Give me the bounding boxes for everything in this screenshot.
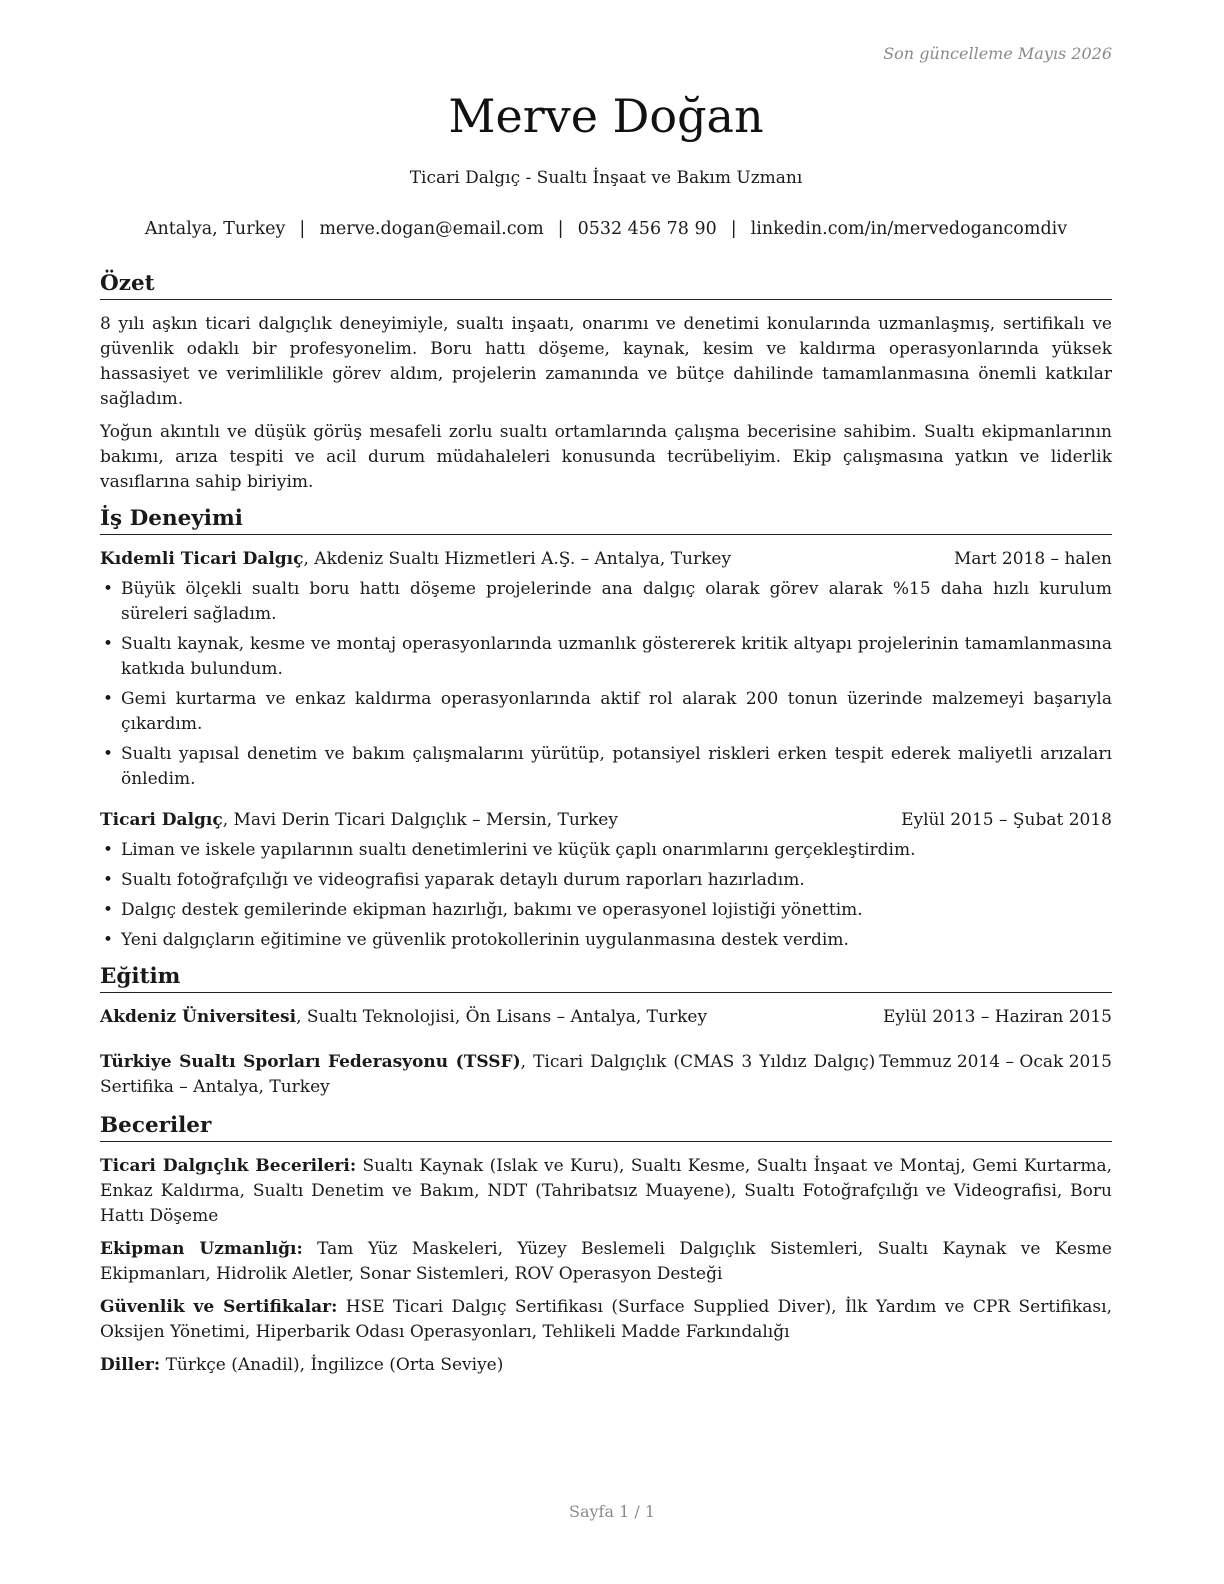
skills-heading: Beceriler xyxy=(100,1112,1112,1142)
skill-text: Tam Yüz Maskeleri, Yüzey Beslemeli Dalgıçlık Sistemleri, Sualtı Kaynak ve Kesme Ekipmanları, Hidrolik Aletler, Sonar Sistemleri, ROV Operasyon Desteği xyxy=(100,1239,1112,1284)
education-date: Temmuz 2014 – Ocak 2015 xyxy=(879,1052,1112,1072)
job-bullet: • Sualtı yapısal denetim ve bakım çalışmalarını yürütüp, potansiyel riskleri erken tespit ederek maliyetli arızaları önledim. xyxy=(100,742,1112,792)
job-entry xyxy=(100,808,1112,953)
page-number: Sayfa 1 / 1 xyxy=(568,1502,655,1521)
job-bullets xyxy=(100,577,1112,792)
education-line xyxy=(100,1050,879,1100)
summary-section xyxy=(100,270,1112,495)
job-bullet: • Liman ve iskele yapılarının sualtı denetimlerini ve küçük çaplı onarımlarını gerçekleştirdim. xyxy=(100,838,1112,863)
job-bullet: • Dalgıç destek gemilerinde ekipman hazırlığı, bakımı ve operasyonel lojistiği yönettim. xyxy=(100,898,1112,923)
job-header xyxy=(100,547,1112,572)
education-school: Türkiye Sualtı Sporları Federasyonu (TSSF) xyxy=(100,1052,521,1072)
skill-label: Diller: xyxy=(100,1355,161,1375)
summary-paragraph: Yoğun akıntılı ve düşük görüş mesafeli zorlu sualtı ortamlarında çalışma becerisine sahibim. Sualtı ekipmanlarının bakımı, arıza tespiti ve acil durum müdahaleleri konusunda tecrübeliyim. Ekip çalışmasına yatkın ve liderlik vasıflarına sahip biriyim. xyxy=(100,422,1112,492)
skills-section xyxy=(100,1112,1112,1378)
job-bullets xyxy=(100,838,1112,953)
contact-email[interactable]: merve.dogan@email.com xyxy=(319,219,544,239)
skill-label: Ticari Dalgıçlık Becerileri: xyxy=(100,1156,357,1176)
skill-text: Türkçe (Anadil), İngilizce (Orta Seviye) xyxy=(160,1355,504,1375)
job-date: Eylül 2015 – Şubat 2018 xyxy=(901,810,1112,830)
contact-phone[interactable]: 0532 456 78 90 xyxy=(577,219,717,239)
job-title-line xyxy=(100,808,618,833)
job-subtitle: Ticari Dalgıç - Sualtı İnşaat ve Bakım Uzmanı xyxy=(409,168,803,188)
education-line xyxy=(100,1005,707,1030)
education-section xyxy=(100,963,1112,1100)
contact-location: Antalya, Turkey xyxy=(144,219,286,239)
job-date: Mart 2018 – halen xyxy=(953,549,1112,569)
job-bullet: • Sualtı kaynak, kesme ve montaj operasyonlarında uzmanlık göstererek kritik altyapı projelerinin tamamlanmasına katkıda bulundum. xyxy=(100,632,1112,682)
education-entry xyxy=(100,1050,1112,1100)
education-heading: Eğitim xyxy=(100,963,1112,993)
skill-group xyxy=(100,1154,1112,1229)
contact-separator: | xyxy=(557,219,564,239)
summary-paragraph: 8 yılı aşkın ticari dalgıçlık deneyimiyle, sualtı inşaatı, onarımı ve denetimi konularında uzmanlaşmış, sertifikalı ve güvenlik odaklı bir profesyonelim. Boru hattı döşeme, kaynak, kesim ve kaldırma operasyonlarında yüksek hassasiyet ve verimlilikle görev aldım, projelerin zamanında ve bütçe dahilinde tamamlanmasına önemli katkılar sağladım. xyxy=(100,314,1112,409)
skill-text: HSE Ticari Dalgıç Sertifikası (Surface Supplied Diver), İlk Yardım ve CPR Sertifikası, Oksijen Yönetimi, Hiperbarik Odası Operasyonları, Tehlikeli Madde Farkındalığı xyxy=(100,1297,1112,1342)
contact-line xyxy=(100,219,1112,239)
education-date: Eylül 2013 – Haziran 2015 xyxy=(882,1007,1112,1027)
job-entry xyxy=(100,547,1112,792)
skill-label: Güvenlik ve Sertifikalar: xyxy=(100,1297,338,1317)
contact-linkedin[interactable]: linkedin.com/in/mervedogancomdiv xyxy=(750,219,1068,239)
job-bullet: • Büyük ölçekli sualtı boru hattı döşeme projelerinde ana dalgıç olarak görev alarak %15 daha hızlı kurulum süreleri sağladım. xyxy=(100,577,1112,627)
job-bullet: • Gemi kurtarma ve enkaz kaldırma operasyonlarında aktif rol alarak 200 tonun üzerinde malzemeyi başarıyla çıkardım. xyxy=(100,687,1112,737)
skill-group xyxy=(100,1237,1112,1287)
last-updated: Son güncelleme Mayıs 2026 xyxy=(883,44,1112,63)
resume-content xyxy=(100,270,1112,1388)
job-header xyxy=(100,808,1112,833)
summary-heading: Özet xyxy=(100,270,1112,300)
experience-section xyxy=(100,505,1112,953)
education-detail: , Sualtı Teknolojisi, Ön Lisans – Antalya, Turkey xyxy=(296,1007,708,1027)
skill-group xyxy=(100,1353,1112,1378)
job-title: Ticari Dalgıç xyxy=(100,810,223,830)
education-detail: , Ticari Dalgıçlık (CMAS 3 Yıldız Dalgıç) Sertifika – Antalya, Turkey xyxy=(100,1052,876,1097)
education-entry xyxy=(100,1005,1112,1030)
education-school: Akdeniz Üniversitesi xyxy=(100,1007,297,1027)
job-company: , Mavi Derin Ticari Dalgıçlık – Mersin, Turkey xyxy=(222,810,618,830)
job-title: Kıdemli Ticari Dalgıç xyxy=(100,549,304,569)
experience-heading: İş Deneyimi xyxy=(100,505,1112,535)
candidate-name: Merve Doğan xyxy=(448,89,764,143)
job-bullet: • Yeni dalgıçların eğitimine ve güvenlik protokollerinin uygulanmasına destek verdim. xyxy=(100,928,1112,953)
contact-separator: | xyxy=(299,219,306,239)
skill-group xyxy=(100,1295,1112,1345)
skill-label: Ekipman Uzmanlığı: xyxy=(100,1239,303,1259)
job-title-line xyxy=(100,547,731,572)
job-bullet: • Sualtı fotoğrafçılığı ve videografisi yaparak detaylı durum raporları hazırladım. xyxy=(100,868,1112,893)
skill-text: Sualtı Kaynak (Islak ve Kuru), Sualtı Kesme, Sualtı İnşaat ve Montaj, Gemi Kurtarma, Enkaz Kaldırma, Sualtı Denetim ve Bakım, NDT (Tahribatsız Muayene), Sualtı Fotoğrafçılığı ve Videografisi, Boru Hattı Döşeme xyxy=(100,1156,1112,1226)
contact-separator: | xyxy=(730,219,737,239)
job-company: , Akdeniz Sualtı Hizmetleri A.Ş. – Antalya, Turkey xyxy=(303,549,732,569)
